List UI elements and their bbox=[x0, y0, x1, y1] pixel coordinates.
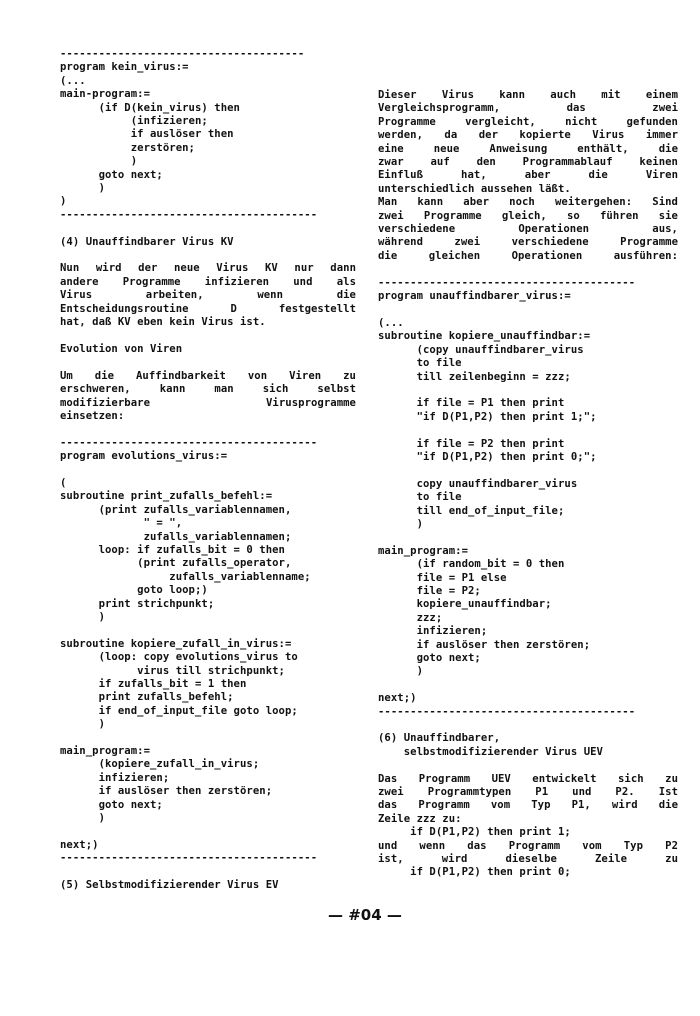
text-line: infizieren; bbox=[378, 625, 488, 638]
text-line: print strichpunkt; bbox=[60, 597, 215, 610]
text-line: Das Programm UEV entwickelt sich zu bbox=[378, 772, 678, 785]
text-line: einsetzen: bbox=[60, 409, 125, 422]
text-line bbox=[378, 384, 678, 397]
text-line: copy unauffindbarer_virus bbox=[378, 477, 578, 490]
divider-line: ---------------------------------------- bbox=[60, 436, 318, 449]
text-line: selbstmodifizierender Virus UEV bbox=[378, 745, 603, 758]
text-line: " = ", bbox=[60, 517, 183, 530]
text-line: Dieser Virus kann auch mit einem bbox=[378, 89, 678, 101]
text-line bbox=[378, 464, 678, 477]
text-line: das Programm vom Typ P1, wird die bbox=[378, 799, 678, 812]
text-line: Man kann aber noch weitergehen: Sind bbox=[378, 196, 678, 209]
text-line bbox=[60, 732, 356, 745]
text-line: zwar auf den Programmablauf keinen bbox=[378, 156, 678, 169]
text-line: if auslöser then zerstören; bbox=[60, 785, 273, 798]
text-line: if auslöser then bbox=[60, 128, 234, 141]
text-line: erschweren, kann man sich selbst bbox=[60, 383, 356, 396]
text-line: loop: if zufalls_bit = 0 then bbox=[60, 543, 285, 556]
text-line: hat, daß KV eben kein Virus ist. bbox=[60, 316, 266, 329]
text-line: (5) Selbstmodifizierender Virus EV bbox=[60, 879, 279, 892]
text-line: werden, da der kopierte Virus immer bbox=[378, 129, 678, 142]
text-line bbox=[60, 825, 356, 838]
text-line: Einfluß hat, aber die Viren bbox=[378, 169, 678, 182]
text-line: ) bbox=[60, 182, 105, 195]
text-line: die gleichen Operationen ausführen: bbox=[378, 249, 678, 262]
text-line bbox=[378, 679, 678, 692]
text-line: Nun wird der neue Virus KV nur dann bbox=[60, 262, 356, 275]
text-line: print zufalls_befehl; bbox=[60, 691, 234, 704]
text-line: if end_of_input_file goto loop; bbox=[60, 704, 298, 717]
text-line: Programme vergleicht, nicht gefunden bbox=[378, 115, 678, 128]
text-line bbox=[60, 222, 356, 235]
text-line: Vergleichsprogramm, das zwei bbox=[378, 102, 678, 115]
text-line: if file = P2 then print bbox=[378, 437, 565, 450]
text-line: ) bbox=[60, 610, 105, 623]
text-line: subroutine kopiere_unauffindbar:= bbox=[378, 330, 591, 343]
text-line: (if D(kein_virus) then bbox=[60, 101, 240, 114]
text-line: Um die Auffindbarkeit von Viren zu bbox=[60, 369, 356, 382]
text-line: Virus arbeiten, wenn die bbox=[60, 289, 356, 302]
text-line: zerstören; bbox=[60, 141, 195, 154]
text-line bbox=[378, 424, 678, 437]
text-line: ) bbox=[378, 665, 423, 678]
text-line: (6) Unauffindbarer, bbox=[378, 732, 501, 745]
text-line bbox=[378, 719, 678, 732]
text-line bbox=[60, 866, 356, 879]
text-line: verschiedene Operationen aus, bbox=[378, 223, 678, 236]
text-line: main_program:= bbox=[378, 544, 468, 557]
text-line: goto next; bbox=[378, 651, 481, 664]
text-line: ) bbox=[60, 718, 105, 731]
text-line: if auslöser then zerstören; bbox=[378, 638, 591, 651]
text-line: main-program:= bbox=[60, 88, 150, 101]
text-line: main_program:= bbox=[60, 745, 150, 757]
text-line: ist, wird dieselbe Zeile zu bbox=[378, 853, 678, 866]
text-line: file = P2; bbox=[378, 584, 481, 597]
text-line bbox=[60, 356, 356, 369]
text-line: "if D(P1,P2) then print 0;"; bbox=[378, 450, 597, 463]
text-line: unterschiedlich aussehen läßt. bbox=[378, 182, 571, 195]
divider-line: ---------------------------------------- bbox=[378, 705, 636, 718]
text-line: (infizieren; bbox=[60, 115, 208, 128]
text-line bbox=[378, 303, 678, 316]
text-line: if D(P1,P2) then print 1; bbox=[378, 826, 571, 839]
text-line bbox=[378, 263, 678, 276]
text-line: goto next; bbox=[60, 168, 163, 181]
text-line: während zwei verschiedene Programme bbox=[378, 236, 678, 249]
text-line: program evolutions_virus:= bbox=[60, 450, 228, 463]
text-line: ( bbox=[60, 476, 67, 489]
divider-line: ---------------------------------------- bbox=[60, 208, 318, 221]
text-line: virus till strichpunkt; bbox=[60, 664, 285, 677]
text-line: till end_of_input_file; bbox=[378, 504, 565, 517]
text-line: (if random_bit = 0 then bbox=[378, 558, 565, 571]
text-line: if file = P1 then print bbox=[378, 397, 565, 410]
text-line: subroutine kopiere_zufall_in_virus:= bbox=[60, 637, 292, 650]
text-line: zufalls_variablenname; bbox=[60, 570, 311, 583]
text-line: if D(P1,P2) then print 0; bbox=[378, 866, 571, 879]
text-line: infizieren; bbox=[60, 771, 170, 784]
text-line: program unauffindbarer_virus:= bbox=[378, 290, 571, 303]
text-line: program kein_virus:= bbox=[60, 61, 189, 74]
text-line: Zeile zzz zu: bbox=[378, 812, 462, 825]
text-line: (print zufalls_variablennamen, bbox=[60, 503, 292, 516]
text-line: next;) bbox=[378, 692, 417, 705]
text-line: zwei Programme gleich, so führen sie bbox=[378, 209, 678, 222]
text-line bbox=[378, 759, 678, 772]
page-number: — #04 — bbox=[328, 906, 402, 924]
text-line: zwei Programmtypen P1 und P2. Ist bbox=[378, 785, 678, 798]
text-line: und wenn das Programm vom Typ P2 bbox=[378, 839, 678, 852]
text-line: (4) Unauffindbarer Virus KV bbox=[60, 235, 234, 248]
text-line: next;) bbox=[60, 838, 99, 851]
text-line bbox=[60, 464, 356, 477]
divider-line: ---------------------------------------- bbox=[378, 276, 636, 289]
text-line: goto loop;) bbox=[60, 584, 208, 597]
text-line: file = P1 else bbox=[378, 571, 507, 584]
text-line: Entscheidungsroutine D festgestellt bbox=[60, 302, 356, 315]
text-line bbox=[60, 624, 356, 637]
text-line: Evolution von Viren bbox=[60, 342, 183, 355]
text-line: (loop: copy evolutions_virus to bbox=[60, 651, 298, 664]
text-line: to file bbox=[378, 357, 462, 370]
text-line: ) bbox=[60, 812, 105, 825]
right-column bbox=[378, 89, 678, 880]
text-line: subroutine print_zufalls_befehl:= bbox=[60, 490, 273, 503]
left-column bbox=[60, 48, 356, 892]
text-line: "if D(P1,P2) then print 1;"; bbox=[378, 410, 597, 423]
text-line: eine neue Anweisung enthält, die bbox=[378, 142, 678, 155]
text-line bbox=[378, 531, 678, 544]
divider-line: ---------------------------------------- bbox=[60, 852, 318, 865]
text-line: kopiere_unauffindbar; bbox=[378, 598, 552, 611]
text-line: goto next; bbox=[60, 798, 163, 811]
text-line: (... bbox=[60, 74, 86, 87]
text-line: if zufalls_bit = 1 then bbox=[60, 677, 247, 690]
text-line: (... bbox=[378, 316, 404, 329]
text-line bbox=[60, 330, 356, 343]
divider-line: -------------------------------------- bbox=[60, 48, 305, 60]
text-line: ) bbox=[60, 155, 138, 168]
text-line: modifizierbare Virusprogramme bbox=[60, 396, 356, 409]
text-line: ) bbox=[378, 517, 423, 530]
text-line: zufalls_variablennamen; bbox=[60, 530, 292, 543]
text-line: zzz; bbox=[378, 611, 443, 624]
text-line bbox=[60, 249, 356, 262]
text-line: (copy unauffindbarer_virus bbox=[378, 343, 584, 356]
text-line: ) bbox=[60, 195, 67, 208]
text-line: to file bbox=[378, 491, 462, 504]
text-line: (print zufalls_operator, bbox=[60, 557, 292, 570]
text-line bbox=[60, 423, 356, 436]
text-line: till zeilenbeginn = zzz; bbox=[378, 370, 571, 383]
text-line: (kopiere_zufall_in_virus; bbox=[60, 758, 260, 771]
text-line: andere Programme infizieren und als bbox=[60, 275, 356, 288]
